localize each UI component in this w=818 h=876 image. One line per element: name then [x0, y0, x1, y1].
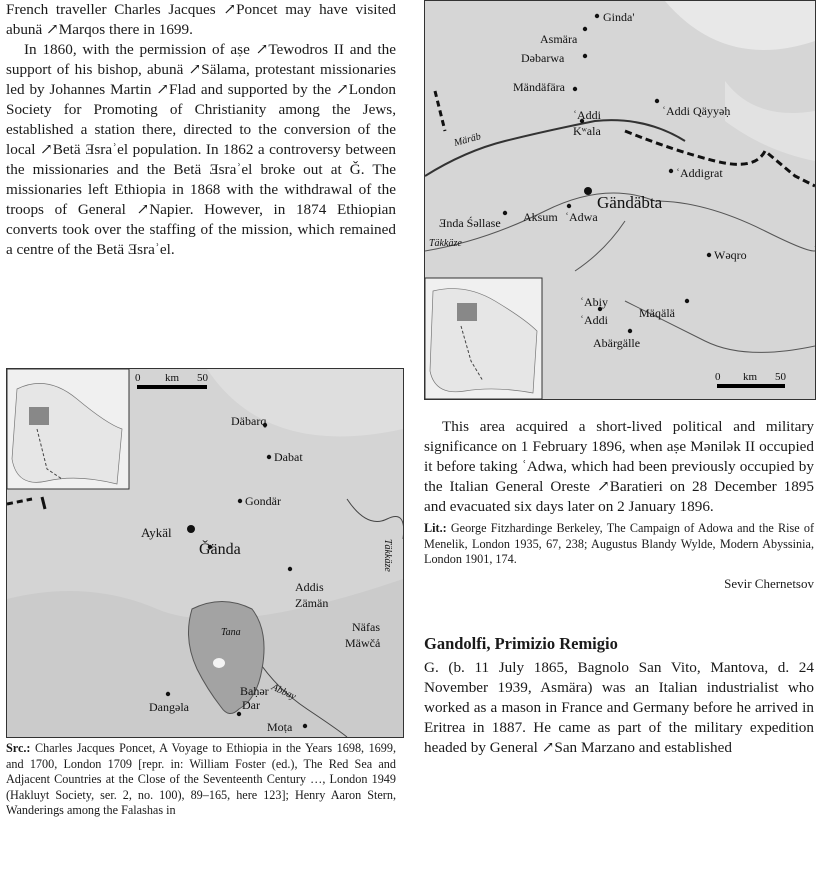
lit-block: [424, 521, 814, 568]
src-text: Charles Jacques Poncet, A Voyage to Ethiopia in the Years 1698, 1699, and 1700, London 1709 [repr. in: William Foster (ed.), The Red Sea and Adjacent Countries at the Close of the Seventeenth Century …, London 1949 (Hakluyt Society, ser. 2, no. 100), 89–165, here 123]; Henry Aaron Stern, Wanderings among the Falashas in: [6, 741, 397, 817]
map-label-abargalle: Abärgälle: [593, 336, 641, 350]
map-label-mawca: Mäwčả: [345, 636, 381, 650]
map-label-waqro: Wəqro: [714, 248, 747, 262]
map-label-mandafara: Mändäfära: [513, 80, 565, 94]
map-label-dabarq: Däbarq: [231, 414, 267, 428]
left-paragraph-2: In 1860, with the permission of aṣe ↗Tewodros II and the support of his bishop, abunä ↗Sälama, protestant missionaries led by Johannes Martin ↗Flad and supported by the ↗London Society for Promoting of Christianity among the Jews, established a station there, directed to the conversion of the local ↗Betä Ǝsraʾel population. In 1862 a controversy between the missionaries and the Betä Ǝsraʾel broke out at Ǧ. The missionaries left Ethiopia in 1868 with the withdrawal of the troops of General ↗Napier. However, in 1874 Ethiopian converts took over the staffing of the mission, which remained a centre of the Betä Ǝsraʾel.: [6, 41, 396, 258]
map-label-marab: Märäb: [452, 131, 483, 149]
map-label-asmara: Asmära: [540, 32, 578, 46]
map-label-takkaze-right: Täkkäze: [429, 238, 462, 249]
map-label-aykal: Aykäl: [141, 525, 172, 540]
scale-50-right: 50: [775, 371, 786, 383]
map-label-addi-qayyeh: ʿAddi Qäyyəḥ: [662, 104, 731, 118]
map-label-dabat: Dabat: [274, 450, 303, 464]
map-label-abiy: ʿAbiy: [580, 295, 608, 309]
map-label-abbay: Abbay: [269, 681, 298, 703]
map-label-tana: Tana: [221, 627, 241, 638]
scale-km: km: [165, 372, 180, 384]
scale-50: 50: [197, 372, 208, 384]
entry-heading: Gandolfi, Primizio Remigio: [424, 633, 618, 653]
right-paragraph-2: G. (b. 11 July 1865, Bagnolo San Vito, Mantova, d. 24 November 1939, Asmära) was an Italian industrialist who worked as a mason in France and Germany before he arrived in Eritrea in 1887. He came as part of the military expedition headed by General ↗San Marzano and established: [424, 658, 814, 756]
scale-0-right: 0: [715, 371, 721, 383]
map-label-aksum: Aksum: [523, 210, 558, 224]
author-signature: Sevir Chernetsov: [724, 575, 814, 591]
scale-0: 0: [135, 372, 141, 384]
map-label-ganda: Ǧända: [199, 541, 241, 558]
map-ganda: [6, 368, 404, 738]
map-label-zaman: Zämän: [295, 596, 329, 610]
map-label-dangela: Dangəla: [149, 700, 189, 714]
map-label-addis: Addis: [295, 580, 324, 594]
map-label-addi-abiy: ʿAddi: [580, 313, 608, 327]
scale-km-right: km: [743, 371, 758, 383]
src-label: Src.:: [6, 741, 31, 755]
map-label-addigrat: ʿAddigrat: [676, 166, 723, 180]
map-label-bahr: Baḥər: [240, 684, 269, 698]
map-label-gandabta: Gändäbta: [597, 193, 663, 212]
map-label-adwa: ʿAdwa: [565, 210, 598, 224]
right-paragraph-1: This area acquired a short-lived political and military significance on 1 February 1896, when aṣe Mənilək II occupied it before taking ʿAdwa, which had been previously occupied by the Italian General Oreste ↗Baratieri on 28 December 1895 and evacuated six days later on 2 January 1896.: [424, 418, 814, 515]
map-label-mota: Moṭa: [267, 720, 293, 734]
right-column: [424, 417, 814, 758]
map-label-gondar: Gondär: [245, 494, 281, 508]
map-label-addi-kwala-2: Kʷala: [573, 124, 601, 138]
map-label-addi-kwala-1: ʿAddi: [573, 108, 601, 122]
map-gandabta: [424, 0, 816, 400]
left-column: [6, 0, 396, 260]
map-label-nafas: Näfas: [352, 620, 380, 634]
map-label-enda-sellase: Ǝnda Śəllase: [439, 216, 501, 230]
lit-text: George Fitzhardinge Berkeley, The Campaign of Adowa and the Rise of Menelik, London 1935, 67, 238; Augustus Blandy Wylde, Modern Abyssinia, London 1901, 174.: [424, 521, 815, 566]
map-label-maqala: Mäqälä: [639, 306, 675, 320]
map-label-dar: Dar: [242, 698, 260, 712]
map-label-ginda: Ginda': [603, 10, 635, 24]
src-block: [6, 741, 396, 819]
map-label-takkaze: Täkkäze: [382, 539, 393, 572]
left-paragraph-1: French traveller Charles Jacques ↗Poncet may have visited abunä ↗Marqos there in 1699.: [6, 1, 396, 38]
lit-label: Lit.:: [424, 521, 447, 535]
map-label-dabarwa: Dəbarwa: [521, 51, 565, 65]
